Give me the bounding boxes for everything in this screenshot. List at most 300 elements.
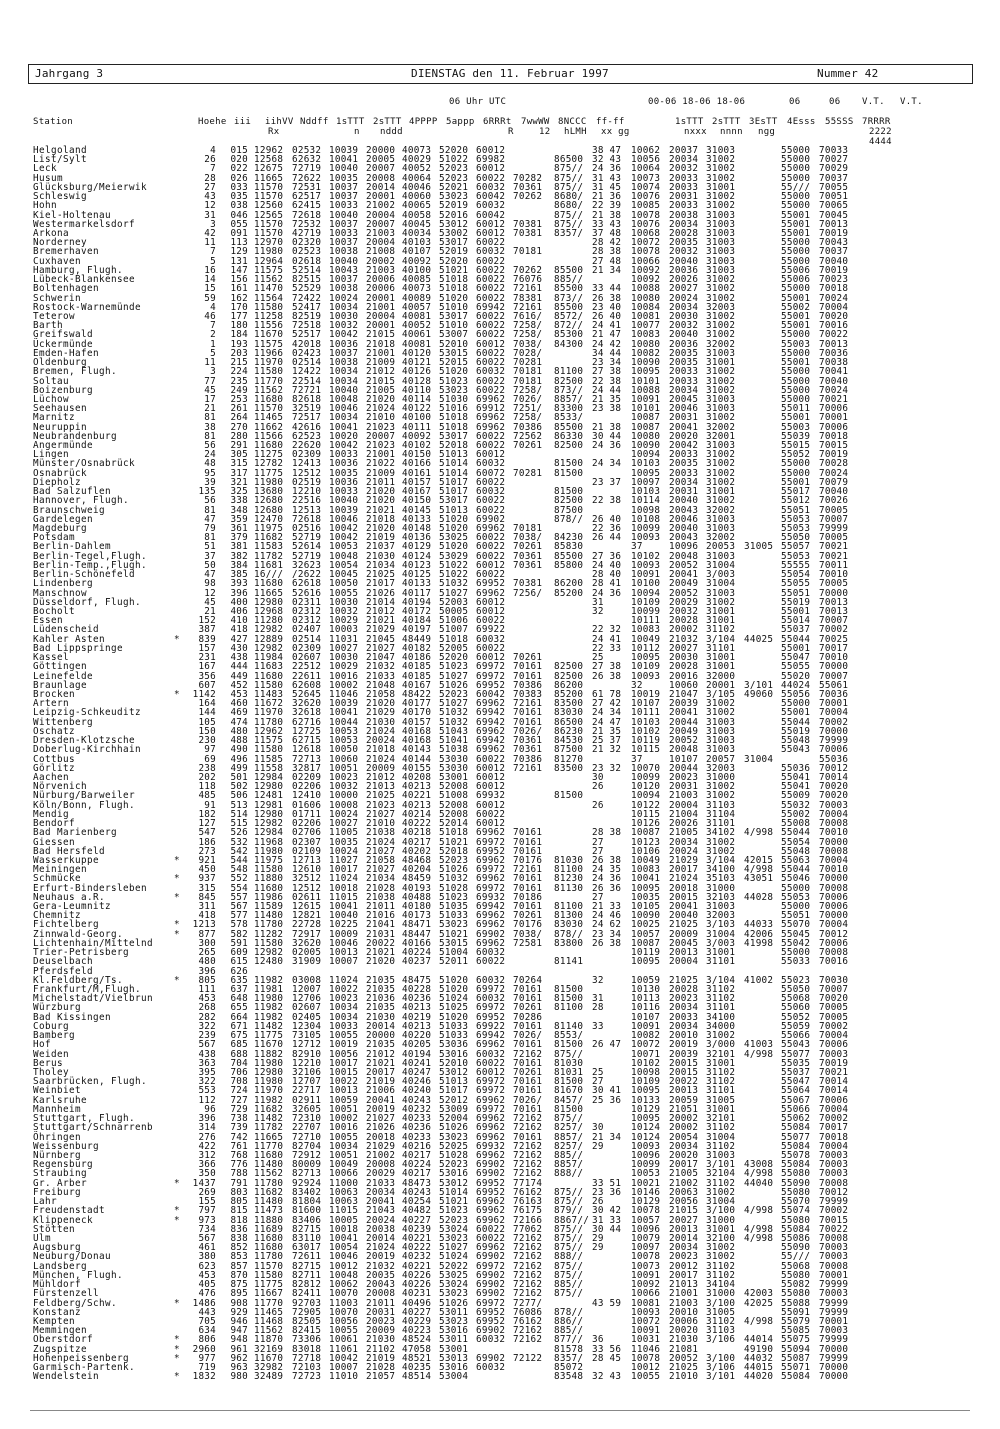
data-cell: 55023 xyxy=(781,975,811,986)
data-cell: 20005 xyxy=(366,154,396,165)
data-cell: 10037 xyxy=(329,237,359,248)
data-cell: 31 33 xyxy=(592,1215,622,1226)
data-cell: 31004 xyxy=(706,560,736,571)
data-cell: 70181 xyxy=(513,246,543,257)
data-cell: 21 38 xyxy=(592,422,622,433)
data-cell: 55011 xyxy=(781,403,811,414)
data-cell: 70000 xyxy=(819,661,849,672)
data-cell: 40173 xyxy=(402,910,432,921)
data-cell: 20033 xyxy=(669,200,699,211)
data-cell: 10018 xyxy=(329,883,359,894)
data-cell: 55000 xyxy=(781,173,811,184)
data-cell: 3/104 xyxy=(706,975,736,986)
data-cell: 81600 xyxy=(292,1205,322,1216)
data-cell: 81500 xyxy=(554,984,584,995)
data-cell: 69962 xyxy=(476,1215,506,1226)
data-cell: 314 xyxy=(198,1122,216,1133)
data-cell: 11465 xyxy=(254,412,284,423)
data-cell: 70006 xyxy=(819,892,849,903)
data-cell: 02607 xyxy=(292,1002,322,1013)
data-cell: 10102 xyxy=(631,726,661,737)
data-cell: 20024 xyxy=(669,293,699,304)
data-cell: 52020 xyxy=(439,256,469,267)
data-cell: 45 xyxy=(204,597,216,608)
data-cell: 20036 xyxy=(669,265,699,276)
data-cell: 10091 xyxy=(631,569,661,580)
data-cell: 10072 xyxy=(631,237,661,248)
data-cell: 31 43 xyxy=(592,173,622,184)
data-cell: 60012 xyxy=(476,449,506,460)
data-cell: 10041 xyxy=(329,707,359,718)
data-cell: 70381 xyxy=(513,578,543,589)
data-cell: 10101 xyxy=(631,376,661,387)
data-cell: 02618 xyxy=(292,256,322,267)
data-cell: 51016 xyxy=(439,403,469,414)
data-cell: 21008 xyxy=(366,246,396,257)
data-cell: 70004 xyxy=(819,302,849,313)
data-cell: 10046 xyxy=(329,514,359,525)
data-cell: 875// xyxy=(554,1049,584,1060)
data-cell: 23 40 xyxy=(592,302,622,313)
data-cell: 10055 xyxy=(329,1030,359,1041)
data-cell: 41998 xyxy=(744,938,774,949)
data-cell: 55033 xyxy=(781,956,811,967)
data-cell: 20027 xyxy=(669,1215,699,1226)
station-name: Mannheim xyxy=(33,1104,81,1115)
data-cell: 81 xyxy=(204,412,216,423)
data-cell: 40220 xyxy=(402,1030,432,1041)
data-cell: 86230 xyxy=(554,726,584,737)
data-cell: 20034 xyxy=(669,1021,699,1032)
data-cell: 20028 xyxy=(669,661,699,672)
data-cell: 40117 xyxy=(402,588,432,599)
header-xxgg: xx gg xyxy=(601,127,630,137)
data-cell: 20044 xyxy=(669,717,699,728)
data-cell: 21009 xyxy=(366,357,396,368)
data-cell: 69902 xyxy=(476,1353,506,1364)
data-cell: 10095 xyxy=(631,366,661,377)
data-cell: 53009 xyxy=(439,1104,469,1115)
data-cell: 53017 xyxy=(439,431,469,442)
data-cell: 10082 xyxy=(631,1030,661,1041)
data-cell: 31102 xyxy=(706,1076,736,1087)
header-iii: iii xyxy=(234,117,252,127)
data-cell: 20029 xyxy=(366,1168,396,1179)
data-cell: 70029 xyxy=(819,163,849,174)
data-cell: 21023 xyxy=(366,440,396,451)
data-cell: 55008 xyxy=(781,818,811,829)
data-cell: 83500 xyxy=(554,763,584,774)
data-cell: 70161 xyxy=(513,717,543,728)
data-cell: 69972 xyxy=(476,1076,506,1087)
station-name: Boltenhagen xyxy=(33,283,99,294)
data-cell: 70008 xyxy=(819,818,849,829)
data-cell: 69912 xyxy=(476,403,506,414)
data-cell: 81130 xyxy=(554,883,584,894)
data-cell: 70013 xyxy=(819,606,849,617)
data-cell: 52614 xyxy=(292,541,322,552)
data-cell: 203 xyxy=(230,348,248,359)
station-name: Lingen xyxy=(33,449,69,460)
data-cell: 52023 xyxy=(439,1215,469,1226)
data-cell: 12410 xyxy=(292,790,322,801)
data-cell: 21020 xyxy=(366,523,396,534)
data-cell: 21013 xyxy=(669,1279,699,1290)
mountain-station-flag: * xyxy=(174,634,180,645)
data-cell: 81140 xyxy=(554,1021,584,1032)
data-cell: 52010 xyxy=(439,339,469,350)
data-cell: 51007 xyxy=(439,624,469,635)
station-name: Konstanz xyxy=(33,1307,81,1318)
data-cell: 20018 xyxy=(366,1132,396,1143)
station-name: Nürburg/Barweiler xyxy=(33,790,135,801)
data-cell: 21058 xyxy=(366,855,396,866)
data-cell: 10099 xyxy=(631,772,661,783)
data-cell: 31 xyxy=(592,597,604,608)
data-cell: 20010 xyxy=(669,1307,699,1318)
data-cell: 70004 xyxy=(819,809,849,820)
data-cell: 48475 xyxy=(402,975,432,986)
data-cell: 70004 xyxy=(819,855,849,866)
data-cell: 40227 xyxy=(402,1215,432,1226)
mountain-station-flag: * xyxy=(174,1334,180,1345)
data-cell: 532 xyxy=(230,837,248,848)
data-cell: 55047 xyxy=(781,1076,811,1087)
data-cell: 31002 xyxy=(706,458,736,469)
data-cell: 84230 xyxy=(554,532,584,543)
data-cell: 11770 xyxy=(254,1298,284,1309)
data-cell: 70181 xyxy=(513,523,543,534)
data-cell: 70026 xyxy=(819,495,849,506)
data-cell: 8857/ xyxy=(554,1159,584,1170)
data-cell: 12980 xyxy=(254,809,284,820)
data-cell: 02516 xyxy=(292,523,322,534)
data-cell: 81 xyxy=(204,505,216,516)
data-cell: 31003 xyxy=(706,440,736,451)
data-cell: 31004 xyxy=(706,929,736,940)
data-cell: 69932 xyxy=(476,892,506,903)
data-cell: 32169 xyxy=(254,1344,284,1355)
data-cell: 60022 xyxy=(476,237,506,248)
data-cell: 21030 xyxy=(366,717,396,728)
data-cell: 317 xyxy=(230,468,248,479)
data-cell: 40155 xyxy=(402,763,432,774)
header-55sss: 55SSS xyxy=(825,117,854,127)
data-cell: 69902 xyxy=(476,1159,506,1170)
data-cell: 69972 xyxy=(476,837,506,848)
station-name: Marnitz xyxy=(33,412,75,423)
data-cell: 20033 xyxy=(669,468,699,479)
data-cell: 86200 xyxy=(554,680,584,691)
data-cell: 40221 xyxy=(402,790,432,801)
data-cell: 42006 xyxy=(744,929,774,940)
data-cell: 39 xyxy=(204,477,216,488)
data-cell: 20008 xyxy=(366,1288,396,1299)
data-cell: 55078 xyxy=(781,1150,811,1161)
data-cell: 55001 xyxy=(781,643,811,654)
data-cell: 02312 xyxy=(292,606,322,617)
data-cell: 10036 xyxy=(329,458,359,469)
data-cell: 53025 xyxy=(439,1270,469,1281)
data-cell: 70005 xyxy=(819,1012,849,1023)
header-7rrrr: 7RRRR xyxy=(862,117,891,127)
mountain-station-flag: * xyxy=(174,892,180,903)
data-cell: 26 38 xyxy=(592,855,622,866)
data-cell: 10103 xyxy=(631,717,661,728)
data-cell: 53023 xyxy=(439,1316,469,1327)
data-cell: 42025 xyxy=(744,1298,774,1309)
data-cell: 83406 xyxy=(292,1215,322,1226)
data-cell: 3/003 xyxy=(706,938,736,949)
data-cell: 55/// xyxy=(781,1251,811,1262)
data-cell: 70007 xyxy=(819,984,849,995)
station-name: Aachen xyxy=(33,772,69,783)
data-cell: 55001 xyxy=(781,210,811,221)
data-cell: 55000 xyxy=(781,468,811,479)
station-name: Kahler Asten xyxy=(33,634,105,645)
data-cell: 11966 xyxy=(254,348,284,359)
data-cell: 10099 xyxy=(631,1159,661,1170)
data-cell: 55048 xyxy=(781,846,811,857)
data-cell: 55015 xyxy=(781,440,811,451)
data-cell: 32003 xyxy=(706,763,736,774)
data-cell: 48524 xyxy=(402,1334,432,1345)
data-cell: 1486 xyxy=(192,1298,216,1309)
data-cell: 22 32 xyxy=(592,624,622,635)
data-cell: 10041 xyxy=(329,901,359,912)
data-cell: 453 xyxy=(198,993,216,1004)
data-cell: 61 78 xyxy=(592,689,622,700)
data-cell: 948 xyxy=(230,1334,248,1345)
data-cell: 21030 xyxy=(366,1012,396,1023)
data-cell: 51014 xyxy=(439,458,469,469)
data-cell: 11468 xyxy=(254,1316,284,1327)
data-cell: 83402 xyxy=(292,1187,322,1198)
data-cell: 20034 xyxy=(366,1187,396,1198)
data-cell: 20033 xyxy=(669,173,699,184)
data-cell: 20002 xyxy=(669,1113,699,1124)
data-cell: 10027 xyxy=(329,643,359,654)
data-cell: 453 xyxy=(198,1270,216,1281)
station-name: Braunschweig xyxy=(33,505,105,516)
data-cell: 31002 xyxy=(706,1242,736,1253)
data-cell: 40167 xyxy=(402,486,432,497)
data-cell: 31003 xyxy=(706,237,736,248)
data-cell: 53015 xyxy=(439,938,469,949)
data-cell: 70176 xyxy=(513,919,543,930)
data-cell: 127 xyxy=(198,818,216,829)
data-cell: 10000 xyxy=(329,790,359,801)
data-cell: 31002 xyxy=(706,274,736,285)
data-cell: 10037 xyxy=(329,274,359,285)
data-cell: 280 xyxy=(230,431,248,442)
data-cell: 31002 xyxy=(706,283,736,294)
data-cell: 51026 xyxy=(439,680,469,691)
data-cell: 10124 xyxy=(631,1132,661,1143)
data-cell: 81500 xyxy=(554,468,584,479)
data-cell: 70181 xyxy=(513,376,543,387)
data-cell: 60042 xyxy=(476,191,506,202)
data-cell: 60032 xyxy=(476,993,506,1004)
page-bottom-rule xyxy=(30,1410,970,1411)
data-cell: 31000 xyxy=(706,1215,736,1226)
data-cell: 53023 xyxy=(439,1132,469,1143)
data-cell: 26 xyxy=(204,154,216,165)
data-cell: 11980 xyxy=(254,477,284,488)
data-cell: 55001 xyxy=(781,412,811,423)
data-cell: 11880 xyxy=(254,873,284,884)
data-cell: 32 xyxy=(592,975,604,986)
data-cell: 11670 xyxy=(254,1039,284,1050)
data-cell: 10045 xyxy=(329,569,359,580)
data-cell: 31002 xyxy=(706,698,736,709)
data-cell: 72562 xyxy=(513,431,543,442)
data-cell: 86500 xyxy=(554,717,584,728)
data-cell: 637 xyxy=(230,984,248,995)
data-cell: 40110 xyxy=(402,385,432,396)
data-cell: 20033 xyxy=(669,1012,699,1023)
data-cell: 69942 xyxy=(476,717,506,728)
data-cell: 53012 xyxy=(439,1067,469,1078)
station-name: Magdeburg xyxy=(33,523,87,534)
data-cell: 253 xyxy=(230,394,248,405)
data-cell: 55000 xyxy=(781,901,811,912)
data-cell: 92703 xyxy=(292,1298,322,1309)
data-cell: 82711 xyxy=(292,1270,322,1281)
data-cell: 875// xyxy=(554,1270,584,1281)
data-cell: 12470 xyxy=(254,514,284,525)
data-cell: 20006 xyxy=(366,283,396,294)
data-cell: 21012 xyxy=(366,606,396,617)
data-cell: 20043 xyxy=(669,532,699,543)
data-cell: 70012 xyxy=(819,763,849,774)
data-cell: 10051 xyxy=(329,1104,359,1115)
data-cell: 70008 xyxy=(819,846,849,857)
data-cell: 10057 xyxy=(631,929,661,940)
data-cell: 10096 xyxy=(669,541,699,552)
data-cell: 70005 xyxy=(819,532,849,543)
data-cell: 10033 xyxy=(329,1021,359,1032)
data-cell: 20019 xyxy=(366,1104,396,1115)
data-cell: 11780 xyxy=(254,1251,284,1262)
data-cell: 60022 xyxy=(476,376,506,387)
data-cell: 12984 xyxy=(254,827,284,838)
data-cell: 20034 xyxy=(669,837,699,848)
data-cell: 235 xyxy=(230,376,248,387)
data-cell: 53025 xyxy=(439,532,469,543)
data-cell: 60022 xyxy=(476,551,506,562)
data-cell: 69902 xyxy=(476,1251,506,1262)
data-cell: 70040 xyxy=(819,376,849,387)
data-cell: 5 xyxy=(210,256,216,267)
data-cell: 79999 xyxy=(819,735,849,746)
data-cell: 29 xyxy=(592,1242,604,1253)
data-cell: 12422 xyxy=(292,366,322,377)
data-cell: 21037 xyxy=(366,541,396,552)
data-cell: 51030 xyxy=(439,394,469,405)
data-cell: 84530 xyxy=(554,735,584,746)
data-cell: 10095 xyxy=(631,468,661,479)
data-cell: 02405 xyxy=(292,1012,322,1023)
data-cell: 31002 xyxy=(706,366,736,377)
data-cell: 69962 xyxy=(476,910,506,921)
data-cell: 40496 xyxy=(402,1298,432,1309)
data-cell: 40233 xyxy=(402,1113,432,1124)
data-cell: 31001 xyxy=(706,606,736,617)
data-cell: 53013 xyxy=(439,1353,469,1364)
data-cell: 51020 xyxy=(439,366,469,377)
data-cell: 21028 xyxy=(366,1362,396,1373)
data-cell: 81141 xyxy=(554,956,584,967)
data-cell: 24 62 xyxy=(592,919,622,930)
data-cell: 79999 xyxy=(819,1279,849,1290)
data-cell: 11570 xyxy=(254,182,284,193)
data-cell: 11680 xyxy=(254,1242,284,1253)
data-cell: 875// xyxy=(554,219,584,230)
data-cell: 48449 xyxy=(402,634,432,645)
data-cell: 60022 xyxy=(476,569,506,580)
data-cell: 70036 xyxy=(819,689,849,700)
data-cell: 557 xyxy=(230,892,248,903)
data-cell: 315 xyxy=(230,458,248,469)
station-name: Coburg xyxy=(33,1021,69,1032)
data-cell: 21 34 xyxy=(592,1132,622,1143)
data-cell: 20043 xyxy=(669,505,699,516)
header-7wwww: 7wwWW xyxy=(521,117,550,127)
data-cell: 31002 xyxy=(706,191,736,202)
data-cell: 131 xyxy=(230,256,248,267)
data-cell: 11984 xyxy=(254,652,284,663)
data-cell: 10036 xyxy=(329,477,359,488)
data-cell: 16/// xyxy=(254,569,284,580)
data-cell: 40052 xyxy=(402,320,432,331)
data-cell: 69962 xyxy=(476,873,506,884)
data-cell: 514 xyxy=(230,809,248,820)
data-cell: 70005 xyxy=(819,578,849,589)
data-cell: 10033 xyxy=(329,200,359,211)
data-cell: 40058 xyxy=(402,210,432,221)
data-cell: 885// xyxy=(554,1325,584,1336)
station-name: Tholey xyxy=(33,1067,69,1078)
data-cell: 72611 xyxy=(292,1251,322,1262)
data-cell: 55080 xyxy=(781,1187,811,1198)
data-cell: 10034 xyxy=(329,1002,359,1013)
data-cell: 10091 xyxy=(631,1325,661,1336)
data-cell: 59 xyxy=(204,293,216,304)
station-name: Diepholz xyxy=(33,477,81,488)
data-cell: 10095 xyxy=(631,883,661,894)
station-name: Artern xyxy=(33,698,69,709)
data-cell: 79 xyxy=(204,523,216,534)
data-cell: 31001 xyxy=(706,661,736,672)
station-name: Stuttgart, Flugh. xyxy=(33,1113,135,1124)
data-cell: 12481 xyxy=(254,790,284,801)
data-cell: 21021 xyxy=(366,615,396,626)
data-cell: 26 38 xyxy=(592,938,622,949)
data-cell: 469 xyxy=(230,707,248,718)
station-name: Seehausen xyxy=(33,403,87,414)
data-cell: 20017 xyxy=(366,1067,396,1078)
data-cell: 69962 xyxy=(476,1150,506,1161)
data-cell: 10053 xyxy=(631,1168,661,1179)
data-cell: 32002 xyxy=(706,339,736,350)
data-cell: 60012 xyxy=(476,145,506,156)
data-cell: 60012 xyxy=(476,339,506,350)
data-cell: 11682 xyxy=(254,1187,284,1198)
data-cell: 10030 xyxy=(329,652,359,663)
data-cell: 55085 xyxy=(781,1325,811,1336)
data-cell: 21010 xyxy=(366,818,396,829)
